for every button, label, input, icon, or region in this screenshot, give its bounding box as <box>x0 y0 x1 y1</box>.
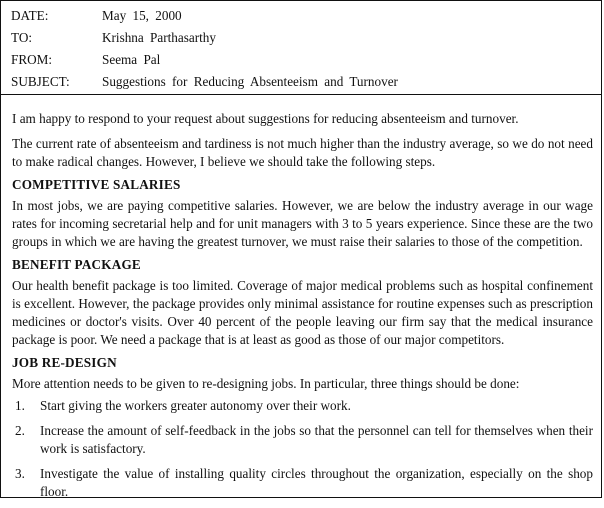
subject-label: SUBJECT: <box>11 74 70 89</box>
from-value: Seema Pal <box>102 52 161 67</box>
to-label: TO: <box>11 30 33 45</box>
to-row <box>11 29 398 51</box>
subject-row <box>11 73 398 95</box>
list-item-text: Investigate the value of installing quality circles throughout the organization, especially on the shop floor. <box>40 466 593 499</box>
memo-header <box>11 7 398 95</box>
intro-paragraph-2: The current rate of absenteeism and tardiness is not much higher than the industry average, so we do not need to make radical changes. However, I believe we should take the following steps. <box>12 136 593 169</box>
section-text-benefits: Our health benefit package is too limited. Coverage of major medical problems such as hospital confinement is excellent. However, the package provides only minimal assistance for routine expenses such as prescription medicines or doctor's visits. Over 40 percent of the people leaving our firm say that the medical insurance package is poor. We need a package that is at least as good as those of our major competitors. <box>12 278 593 347</box>
to-value: Krishna Parthasarthy <box>102 30 216 45</box>
memo-body <box>12 110 593 508</box>
intro-paragraph-1: I am happy to respond to your request about suggestions for reducing absenteeism and turnover. <box>12 111 519 126</box>
list-item <box>12 422 593 458</box>
date-row <box>11 7 398 29</box>
date-value: May 15, 2000 <box>102 8 182 23</box>
subject-value: Suggestions for Reducing Absenteeism and Turnover <box>102 74 398 89</box>
list-item-text: Increase the amount of self-feedback in the jobs so that the personnel can tell for themselves when their work is satisfactory. <box>40 423 593 456</box>
list-item <box>12 397 593 415</box>
list-item-number: 1. <box>15 398 25 413</box>
header-divider <box>1 94 601 95</box>
from-row <box>11 51 398 73</box>
section-text-job-redesign: More attention needs to be given to re-designing jobs. In particular, three things should be done: <box>12 376 520 391</box>
section-heading-salaries: COMPETITIVE SALARIES <box>12 177 181 192</box>
section-text-salaries: In most jobs, we are paying competitive salaries. However, we are below the industry average in our wage rates for incoming secretarial help and for unit managers with 3 to 5 years experience. Since these are the two groups in which we are having the greatest turnover, we must raise their salaries to those of the competition. <box>12 198 593 249</box>
list-item <box>12 465 593 501</box>
date-label: DATE: <box>11 8 49 23</box>
list-item-text: Start giving the workers greater autonomy over their work. <box>40 398 351 413</box>
list-item-number: 3. <box>15 466 25 481</box>
section-heading-job-redesign: JOB RE-DESIGN <box>12 355 117 370</box>
section-heading-benefits: BENEFIT PACKAGE <box>12 257 141 272</box>
job-redesign-list <box>12 397 593 501</box>
from-label: FROM: <box>11 52 53 67</box>
list-item-number: 2. <box>15 423 25 438</box>
